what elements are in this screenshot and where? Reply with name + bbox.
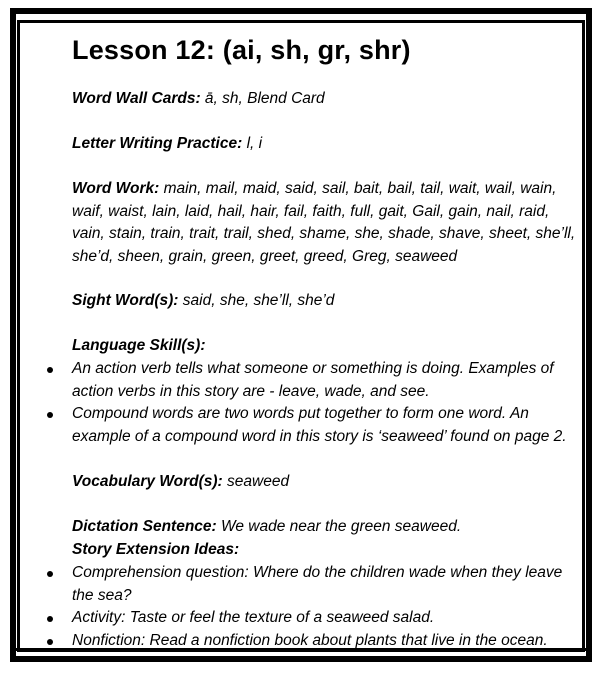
word-work-value: main, mail, maid, said, sail, bait, bail, tail, wait, wail, wain, waif, waist, lain, laid, hail, hair, fail, faith, full, gait, Gail, gain, nail, raid, vain, stain, train, trait, trail, shed, shame, she, shade, shave, sheet, she’ll, she’d, sheen, grain, green, greet, greed, Greg, seaweed	[72, 180, 576, 265]
language-skill-list	[44, 358, 588, 448]
letter-writing-section	[72, 133, 584, 156]
vocabulary-label: Vocabulary Word(s):	[72, 473, 223, 490]
lesson-header	[72, 30, 587, 70]
vocabulary-section	[72, 471, 584, 494]
sight-words-label: Sight Word(s):	[72, 292, 179, 309]
dictation-label: Dictation Sentence:	[72, 518, 217, 535]
word-wall-value: ā, sh, Blend Card	[200, 90, 325, 107]
story-extension-list	[44, 562, 588, 652]
dictation-value: We wade near the green seaweed.	[216, 518, 462, 535]
sight-words-section	[72, 290, 584, 313]
list-item: Comprehension question: Where do the children wade when they leave the sea?	[44, 562, 588, 607]
word-work-label: Word Work:	[72, 180, 160, 197]
story-extension-section	[72, 539, 584, 562]
word-work-section	[72, 178, 584, 268]
dictation-section	[72, 516, 584, 539]
letter-writing-value: l, i	[242, 135, 263, 152]
list-item: Nonfiction: Read a nonfiction book about plants that live in the ocean.	[44, 630, 588, 653]
language-skill-section	[72, 335, 584, 358]
language-skill-label: Language Skill(s):	[72, 337, 206, 354]
vocabulary-value: seaweed	[222, 473, 290, 490]
list-item: Activity: Taste or feel the texture of a seaweed salad.	[44, 607, 588, 630]
list-item: An action verb tells what someone or something is doing. Examples of action verbs in this story are - leave, wade, and see.	[44, 358, 588, 403]
lesson-title: Lesson 12: (ai, sh, gr, shr)	[72, 35, 411, 65]
letter-writing-label: Letter Writing Practice:	[72, 135, 243, 152]
word-wall-label: Word Wall Cards:	[72, 90, 201, 107]
list-item: Compound words are two words put together to form one word. An example of a compound word in this story is ‘seaweed’ found on page 2.	[44, 403, 588, 448]
story-extension-label: Story Extension Ideas:	[72, 541, 240, 558]
sight-words-value: said, she, she’ll, she’d	[178, 292, 335, 309]
word-wall-section	[72, 88, 584, 111]
